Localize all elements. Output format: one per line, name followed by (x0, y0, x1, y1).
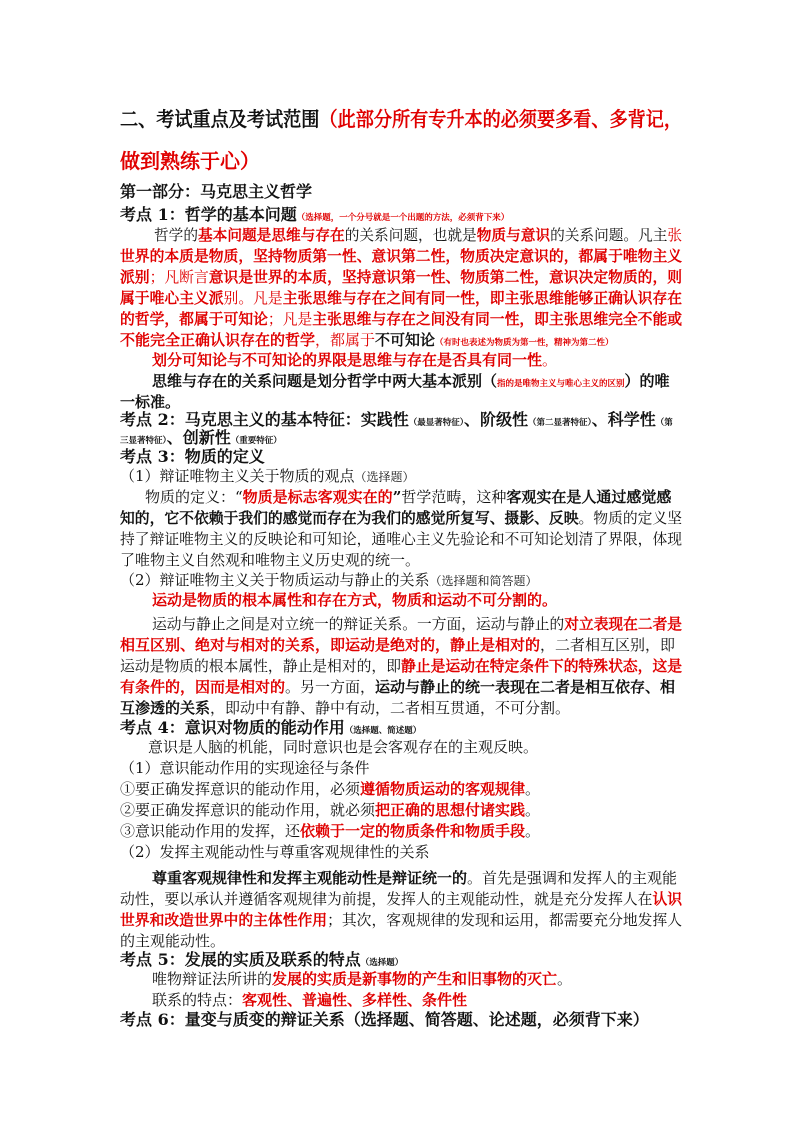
kp4-item1: ①要正确发挥意识的能动作用，必须遵循物质运动的客观规律。 (120, 780, 541, 798)
kp5-line2: 联系的特点：客观性、普遍性、多样性、条件性 (152, 991, 468, 1009)
kp3-rel-line2: 相互区别、绝对与相对的关系，即运动是绝对的，静止是相对的，二者相互区别，即 (120, 636, 676, 654)
kp1-note: （选择题，一个分号就是一个出题的方法，必须背下来） (296, 213, 510, 223)
kp3-def-line4: 了唯物主义自然观和唯物主义历史观的统一。 (120, 551, 421, 569)
kp1-line1: 哲学的基本问题是思维与存在的关系问题，也就是物质与意识的关系问题。凡主张 (154, 226, 683, 244)
kp3-rel-line4: 有条件的，因而是相对的。另一方面，运动与静止的统一表现在二者是相互依存、相 (120, 678, 676, 696)
kp4-item2: ②要正确发挥意识的能动作用，就必须把正确的思想付诸实践。 (120, 801, 541, 819)
kp4-para-line2: 动性，要以承认并遵循客观规律为前提，发挥人的主观能动性，就是充分发挥人在认识 (120, 890, 683, 908)
kp1-heading: 考点 1：哲学的基本问题（选择题，一个分号就是一个出题的方法，必须背下来） (120, 205, 510, 224)
kp4-para-line4: 的主观能动性。 (120, 932, 226, 950)
kp3-motion-statement: 运动是物质的根本属性和存在方式，物质和运动不可分割的。 (152, 591, 558, 609)
kp1-line6: 不能完全正确认识存在的哲学，都属于不可知论（有时也表述为物质为第一性，精神为第二性） (120, 331, 614, 349)
kp6-heading: 考点 6：量变与质变的辩证关系（选择题、简答题、论述题，必须背下来） (120, 1010, 649, 1029)
kp4-item3: ③意识能动作用的发挥，还依赖于一定的物质条件和物质手段。 (120, 822, 541, 840)
kp4-sub1: （1）意识能动作用的实现途径与条件 (120, 759, 370, 777)
kp3-sub2: （2）辩证唯物主义关于物质运动与静止的关系（选择题和简答题） (120, 571, 538, 589)
kp2-heading-cont: 三显著特征）、创新性（重要特征） (120, 428, 282, 447)
kp1-line9: 一标准。 (120, 393, 181, 411)
kp1-line3: 派别；凡断言意识是世界的本质，坚持意识第一性、物质第二性，意识决定物质的，则 (120, 268, 683, 286)
kp4-para-line1: 尊重客观规律性和发挥主观能动性是辩证统一的。首先是强调和发挥人的主观能 (152, 869, 678, 887)
kp3-heading: 考点 3：物质的定义 (120, 447, 265, 466)
kp1-line4: 属于唯心主义派别。凡是主张思维与存在之间有同一性，即主张思维能够正确认识存在 (120, 289, 683, 307)
kp4-intro: 意识是人脑的机能，同时意识也是会客观存在的主观反映。 (148, 738, 539, 756)
kp4-para-line3: 世界和改造世界中的主体性作用；其次，客观规律的发现和运用，都需要充分地发挥人 (120, 911, 683, 929)
title-note-line1: （此部分所有专升本的必须要多看、多背记， (319, 107, 683, 131)
kp3-rel-line3: 运动是物质的根本属性，静止是相对的，即静止是运动在特定条件下的特殊状态，这是 (120, 657, 683, 675)
section-title (120, 109, 682, 129)
kp1-line5: 的哲学，都属于可知论；凡是主张思维与存在之间没有同一性，即主张思维完全不能或 (120, 310, 683, 328)
kp3-def-line2: 知的，它不依赖于我们的感觉而存在为我们的感觉所复写、摄影、反映。物质的定义坚 (120, 509, 683, 527)
title-note-line2: 做到熟练于心） (120, 149, 260, 173)
kp3-rel-line5: 互渗透的关系，即动中有静、静中有动，二者相互贯通，不可分割。 (120, 699, 571, 717)
kp1-line2: 世界的本质是物质，坚持物质第一性、意识第二性，物质决定意识的，都属于唯物主义 (120, 247, 683, 265)
kp3-def-line3: 持了辩证唯物主义的反映论和可知论，通唯心主义先验论和不可知论划清了界限，体现 (120, 530, 683, 548)
kp5-heading: 考点 5：发展的实质及联系的特点（选择题） (120, 950, 404, 969)
kp4-sub2: （2）发挥主观能动性与尊重客观规律性的关系 (120, 843, 430, 861)
title-main: 二、考试重点及考试范围 (120, 107, 320, 131)
kp4-heading: 考点 4：意识对物质的能动作用（选择题、简述题） (120, 718, 422, 737)
kp1-line7: 划分可知论与不可知论的界限是思维与存在是否具有同一性。 (152, 351, 558, 369)
kp3-sub1: （1）辩证唯物主义关于物质的观点（选择题） (120, 467, 415, 485)
kp3-rel-line1: 运动与静止之间是对立统一的辩证关系。一方面，运动与静止的对立表现在二者是 (152, 615, 683, 633)
kp3-def-line1: 物质的定义：“物质是标志客观实在的”哲学范畴，这种客观实在是人通过感觉感 (145, 488, 672, 506)
kp2-heading: 考点 2：马克思主义的基本特征：实践性（最显著特征）、阶级性（第二显著特征）、科学性（第 (120, 410, 673, 429)
part-heading: 第一部分：马克思主义哲学 (120, 182, 313, 201)
kp5-line1: 唯物辩证法所讲的发展的实质是新事物的产生和旧事物的灭亡。 (152, 970, 573, 988)
kp1-line8: 思维与存在的关系问题是划分哲学中两大基本派别（指的是唯物主义与唯心主义的区别）的唯 (152, 372, 670, 390)
